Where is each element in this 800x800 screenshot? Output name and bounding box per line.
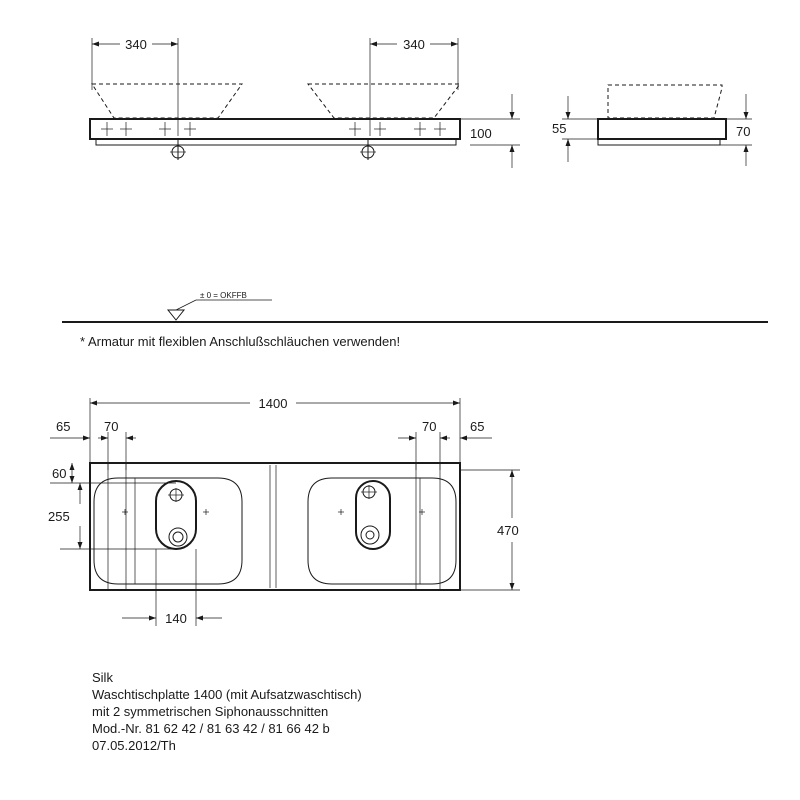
dim-cutout-width (122, 549, 222, 626)
dim-basin-height (720, 94, 752, 166)
floor-level-label: ± 0 = OKFFB (200, 291, 247, 300)
plan-basin-right (308, 478, 456, 584)
basin-left (92, 84, 242, 118)
dim-label-70-left: 70 (104, 419, 119, 434)
floor-level (62, 291, 768, 322)
dim-slab-height (552, 96, 598, 162)
dim-total-width (90, 396, 460, 462)
plan-countertop (90, 463, 460, 590)
dim-depth (460, 470, 520, 590)
dim-label-70-side: 70 (736, 124, 751, 139)
dim-label-100: 100 (470, 126, 492, 141)
dim-label-65-right: 65 (470, 419, 485, 434)
level-triangle (168, 310, 184, 320)
dim-label-340-right: 340 (403, 37, 425, 52)
plan-cross-markers (122, 509, 425, 515)
drain-circle-right (361, 485, 379, 544)
model-numbers: Mod.-Nr. 81 62 42 / 81 63 42 / 81 66 42 b (92, 721, 330, 736)
drain-left (170, 139, 186, 160)
dim-label-65-left: 65 (56, 419, 71, 434)
dim-label-140: 140 (165, 611, 187, 626)
product-variant: mit 2 symmetrischen Siphonausschnitten (92, 704, 329, 719)
drain-right (360, 139, 376, 160)
drain-circle-left (168, 488, 187, 546)
dim-label-470: 470 (497, 523, 519, 538)
dim-label-70-right: 70 (422, 419, 437, 434)
dim-cutout-top (50, 463, 176, 483)
plan-basin-left (94, 478, 242, 584)
dim-basin-width-left (92, 37, 178, 136)
front-view (90, 37, 520, 168)
drawing-date: 07.05.2012/Th (92, 738, 176, 753)
dim-overall-height (460, 94, 520, 168)
dim-basin-width-right (370, 37, 458, 136)
side-basin (608, 85, 722, 118)
side-slab (598, 119, 726, 139)
dim-label-340-left: 340 (125, 37, 147, 52)
dim-label-55: 55 (552, 121, 567, 136)
product-line: Silk (92, 670, 113, 685)
basin-right (308, 84, 460, 118)
siphon-cutout-right (356, 481, 390, 549)
title-block (92, 669, 362, 754)
dim-label-60: 60 (52, 466, 67, 481)
installation-note: * Armatur mit flexiblen Anschlußschläuchen verwenden! (80, 334, 401, 349)
side-view (552, 85, 752, 166)
dim-label-255: 255 (48, 509, 70, 524)
dim-label-1400: 1400 (258, 396, 288, 411)
countertop-slab (90, 119, 460, 139)
product-title: Waschtischplatte 1400 (mit Aufsatzwaschtisch) (92, 687, 362, 702)
slab-markers (101, 122, 446, 136)
plan-view (48, 396, 520, 626)
